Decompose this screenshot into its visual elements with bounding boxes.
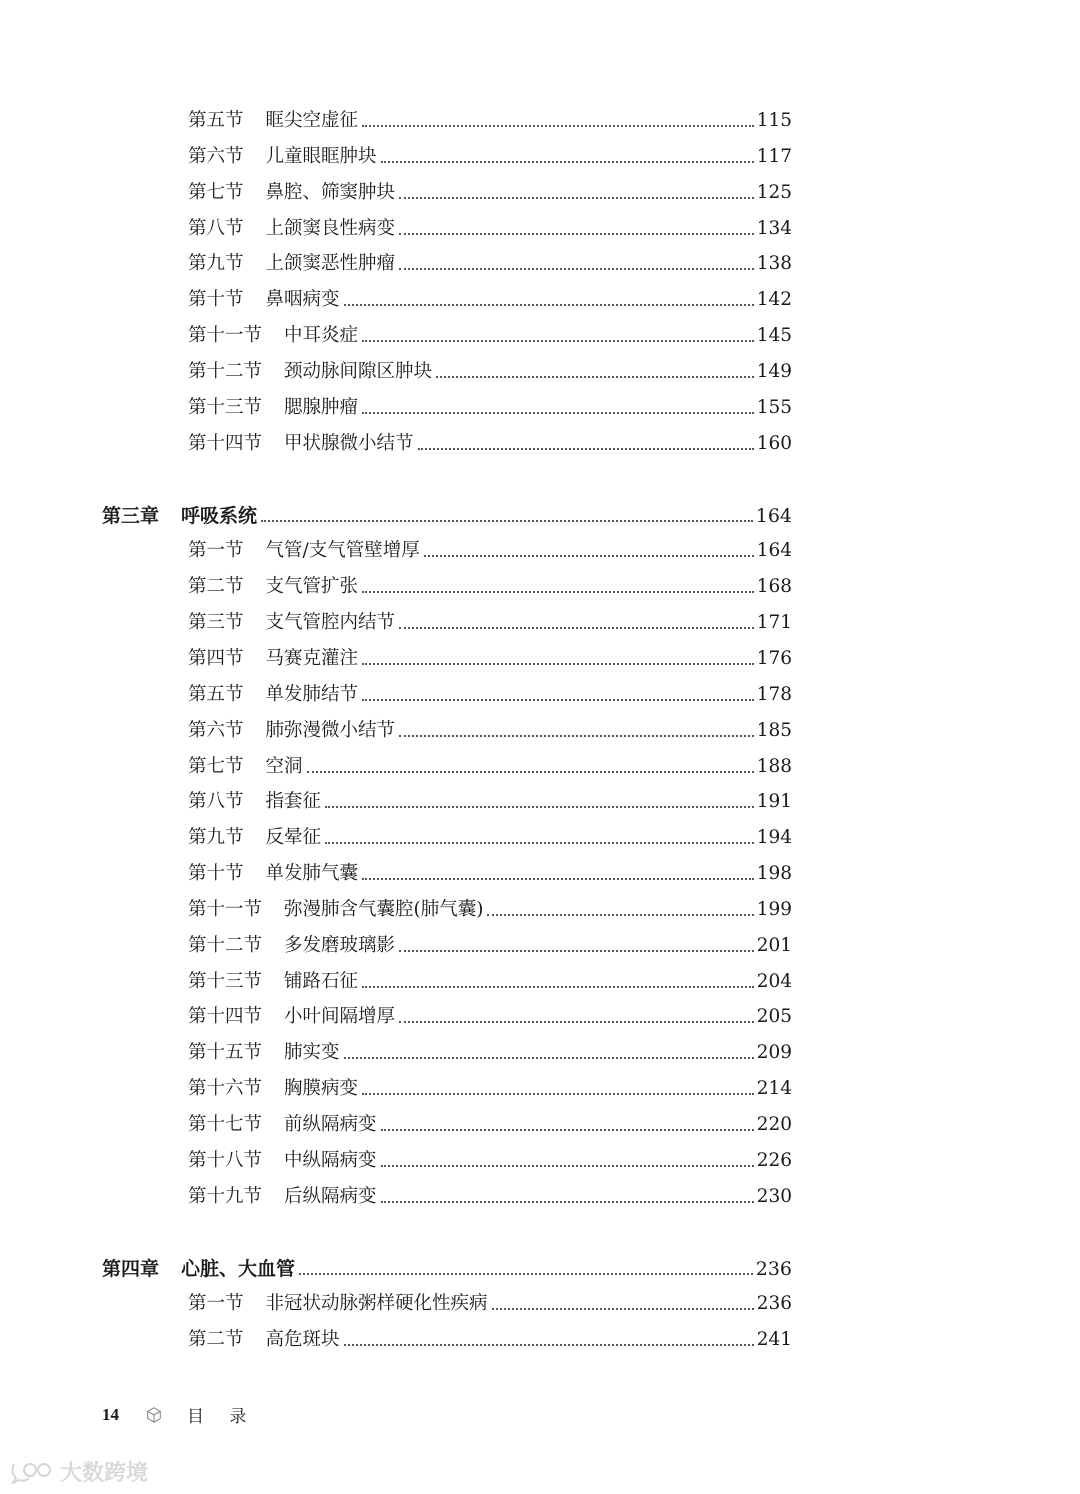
section-number: 第九节 bbox=[188, 827, 244, 849]
section-number: 第十三节 bbox=[188, 396, 263, 418]
section-number: 第六节 bbox=[188, 719, 244, 741]
section-number: 第六节 bbox=[188, 145, 244, 167]
section-entry bbox=[188, 275, 792, 311]
section-title: 小叶间隔增厚 bbox=[284, 1006, 396, 1028]
section-title: 鼻腔、筛窦肿块 bbox=[265, 181, 396, 203]
section-title: 眶尖空虚征 bbox=[265, 110, 359, 131]
page-ref: 117 bbox=[756, 145, 792, 167]
page-ref: 171 bbox=[756, 612, 792, 634]
page-ref: 160 bbox=[756, 432, 792, 454]
page-ref: 241 bbox=[756, 1329, 792, 1351]
section-number: 第十五节 bbox=[188, 1042, 263, 1064]
chapter-title: 呼吸系统 bbox=[181, 504, 258, 527]
section-title: 中纵隔病变 bbox=[284, 1149, 377, 1171]
section-number: 第十二节 bbox=[188, 934, 263, 956]
page-ref: 236 bbox=[755, 1257, 792, 1280]
section-title: 空洞 bbox=[265, 755, 303, 777]
section-title: 中耳炎症 bbox=[284, 325, 359, 347]
section-entry bbox=[188, 1064, 792, 1100]
page-ref: 188 bbox=[756, 755, 792, 777]
page-number: 14 bbox=[102, 1404, 119, 1424]
page-ref: 115 bbox=[756, 110, 792, 131]
section-title: 支气管腔内结节 bbox=[265, 612, 396, 634]
section-entry bbox=[188, 598, 792, 634]
section-entry bbox=[188, 1315, 792, 1351]
page-ref: 138 bbox=[756, 253, 792, 275]
page-ref: 205 bbox=[756, 1006, 792, 1028]
section-entry bbox=[188, 383, 792, 419]
section-entry bbox=[188, 132, 792, 168]
page-ref: 191 bbox=[756, 791, 792, 813]
page-ref: 142 bbox=[756, 289, 792, 311]
section-entry bbox=[188, 311, 792, 347]
page-ref: 145 bbox=[756, 325, 792, 347]
page-ref: 198 bbox=[756, 863, 792, 884]
section-entry bbox=[188, 204, 792, 240]
section-title: 肺实变 bbox=[284, 1042, 340, 1064]
section-number: 第八节 bbox=[188, 217, 244, 239]
page-ref: 194 bbox=[756, 827, 792, 849]
cube-icon bbox=[145, 1406, 163, 1424]
section-title: 指套征 bbox=[265, 791, 322, 813]
section-entry bbox=[188, 168, 792, 204]
dot-leader bbox=[362, 1093, 754, 1095]
section-title: 反晕征 bbox=[265, 827, 322, 849]
section-number: 第十节 bbox=[188, 289, 244, 311]
section-entry bbox=[188, 1172, 792, 1208]
page-ref: 230 bbox=[756, 1185, 792, 1207]
page-ref: 209 bbox=[756, 1042, 792, 1064]
section-title: 肺弥漫微小结节 bbox=[265, 719, 396, 741]
section-title: 单发肺气囊 bbox=[265, 863, 359, 884]
dot-leader bbox=[418, 448, 754, 450]
section-entry bbox=[188, 562, 792, 598]
chapter-entry bbox=[102, 491, 792, 527]
section-number: 第十八节 bbox=[188, 1149, 263, 1171]
section-title: 高危斑块 bbox=[265, 1329, 340, 1351]
section-title: 腮腺肿瘤 bbox=[284, 396, 359, 418]
dot-leader bbox=[381, 1129, 754, 1131]
section-title: 非冠状动脉粥样硬化性疾病 bbox=[265, 1293, 488, 1315]
section-entry bbox=[188, 96, 792, 132]
dot-leader bbox=[399, 233, 754, 235]
dot-leader bbox=[487, 914, 753, 916]
page-ref: 164 bbox=[755, 504, 792, 527]
section-number: 第十七节 bbox=[188, 1114, 263, 1135]
dot-leader bbox=[399, 950, 754, 952]
page-ref: 214 bbox=[756, 1078, 792, 1100]
dot-leader bbox=[325, 806, 754, 808]
page-footer bbox=[102, 1402, 256, 1427]
section-title: 后纵隔病变 bbox=[284, 1185, 377, 1207]
section-title: 铺路石征 bbox=[284, 970, 359, 992]
section-entry bbox=[188, 670, 792, 706]
section-number: 第十节 bbox=[188, 863, 244, 884]
watermark bbox=[8, 1456, 148, 1487]
section-number: 第四节 bbox=[188, 647, 244, 669]
page-ref: 176 bbox=[756, 647, 792, 669]
dot-leader bbox=[362, 125, 754, 127]
section-entry bbox=[188, 634, 792, 670]
page-ref: 155 bbox=[756, 396, 792, 418]
page-ref: 201 bbox=[756, 934, 792, 956]
section-entry bbox=[188, 706, 792, 742]
dot-leader bbox=[362, 591, 754, 593]
section-title: 颈动脉间隙区肿块 bbox=[284, 361, 433, 382]
dot-leader bbox=[344, 1057, 754, 1059]
page-ref: 236 bbox=[756, 1293, 792, 1315]
section-title: 儿童眼眶肿块 bbox=[265, 145, 377, 167]
section-title: 单发肺结节 bbox=[265, 683, 359, 705]
page-ref: 134 bbox=[756, 217, 792, 239]
section-title: 甲状腺微小结节 bbox=[284, 432, 414, 454]
section-entry bbox=[188, 347, 792, 383]
page-ref: 168 bbox=[756, 576, 792, 598]
section-entry bbox=[188, 849, 792, 885]
dot-leader bbox=[362, 663, 754, 665]
section-title: 上颌窦良性病变 bbox=[265, 217, 396, 239]
section-number: 第五节 bbox=[188, 110, 244, 131]
page-ref: 178 bbox=[756, 683, 792, 705]
dot-leader bbox=[492, 1308, 754, 1310]
chapter-entry bbox=[102, 1244, 792, 1280]
page-ref: 149 bbox=[756, 361, 792, 382]
section-entry bbox=[188, 957, 792, 993]
section-entry bbox=[188, 921, 792, 957]
section-entry bbox=[188, 419, 792, 455]
section-entry bbox=[188, 1028, 792, 1064]
section-number: 第七节 bbox=[188, 181, 244, 203]
dot-leader bbox=[424, 555, 754, 557]
section-entry bbox=[188, 813, 792, 849]
chapter-number: 第三章 bbox=[102, 504, 160, 527]
section-entry bbox=[188, 742, 792, 778]
section-number: 第二节 bbox=[188, 1329, 244, 1351]
page-ref: 185 bbox=[756, 719, 792, 741]
dot-leader bbox=[362, 878, 754, 880]
dot-leader bbox=[362, 986, 754, 988]
section-number: 第一节 bbox=[188, 1293, 244, 1315]
section-title: 弥漫肺含气囊腔(肺气囊) bbox=[284, 898, 484, 920]
section-entry bbox=[188, 992, 792, 1028]
section-entry bbox=[188, 526, 792, 562]
dot-leader bbox=[362, 412, 754, 414]
section-title: 气管/支气管壁增厚 bbox=[265, 540, 420, 562]
dot-leader bbox=[436, 376, 754, 378]
section-number: 第十一节 bbox=[188, 898, 263, 920]
page-ref: 125 bbox=[756, 181, 792, 203]
dot-leader bbox=[344, 1344, 754, 1346]
page-ref: 164 bbox=[756, 540, 792, 562]
section-number: 第十三节 bbox=[188, 970, 263, 992]
section-title: 上颌窦恶性肿瘤 bbox=[265, 253, 396, 275]
section-entry bbox=[188, 885, 792, 921]
section-number: 第八节 bbox=[188, 791, 244, 813]
page-ref: 204 bbox=[756, 970, 792, 992]
section-title: 前纵隔病变 bbox=[284, 1114, 377, 1135]
section-number: 第十六节 bbox=[188, 1078, 263, 1100]
section-number: 第十二节 bbox=[188, 361, 263, 382]
dot-leader bbox=[307, 771, 754, 773]
section-entry bbox=[188, 1279, 792, 1315]
section-number: 第十一节 bbox=[188, 325, 263, 347]
dot-leader bbox=[399, 735, 754, 737]
section-entry bbox=[188, 239, 792, 275]
page-ref: 220 bbox=[756, 1114, 792, 1135]
watermark-text: 大数跨境 bbox=[60, 1461, 149, 1486]
dot-leader bbox=[344, 304, 754, 306]
dot-leader bbox=[399, 1021, 754, 1023]
dot-leader bbox=[261, 520, 753, 522]
section-entry bbox=[188, 1100, 792, 1136]
section-number: 第十四节 bbox=[188, 432, 263, 454]
section-number: 第五节 bbox=[188, 683, 244, 705]
section-title: 马赛克灌注 bbox=[265, 647, 359, 669]
dot-leader bbox=[381, 161, 754, 163]
section-title: 多发磨玻璃影 bbox=[284, 934, 396, 956]
dot-leader bbox=[399, 627, 754, 629]
dot-leader bbox=[381, 1165, 754, 1167]
dot-leader bbox=[399, 197, 754, 199]
dot-leader bbox=[362, 340, 754, 342]
dot-leader bbox=[299, 1273, 753, 1275]
section-number: 第七节 bbox=[188, 755, 244, 777]
chat-bubble-logo-icon bbox=[8, 1460, 56, 1484]
dot-leader bbox=[325, 842, 754, 844]
page-ref: 226 bbox=[756, 1149, 792, 1171]
section-number: 第一节 bbox=[188, 540, 244, 562]
page-ref: 199 bbox=[756, 898, 792, 920]
section-title: 鼻咽病变 bbox=[265, 289, 340, 311]
dot-leader bbox=[399, 268, 754, 270]
section-number: 第十九节 bbox=[188, 1185, 263, 1207]
footer-label: 目 录 bbox=[187, 1407, 257, 1427]
dot-leader bbox=[362, 699, 754, 701]
chapter-title: 心脏、大血管 bbox=[181, 1257, 296, 1280]
section-number: 第十四节 bbox=[188, 1006, 263, 1028]
section-number: 第九节 bbox=[188, 253, 244, 275]
section-number: 第三节 bbox=[188, 612, 244, 634]
section-entry bbox=[188, 1136, 792, 1172]
dot-leader bbox=[381, 1201, 754, 1203]
section-number: 第二节 bbox=[188, 576, 244, 598]
section-title: 胸膜病变 bbox=[284, 1078, 359, 1100]
section-entry bbox=[188, 777, 792, 813]
chapter-number: 第四章 bbox=[102, 1257, 160, 1280]
section-title: 支气管扩张 bbox=[265, 576, 359, 598]
